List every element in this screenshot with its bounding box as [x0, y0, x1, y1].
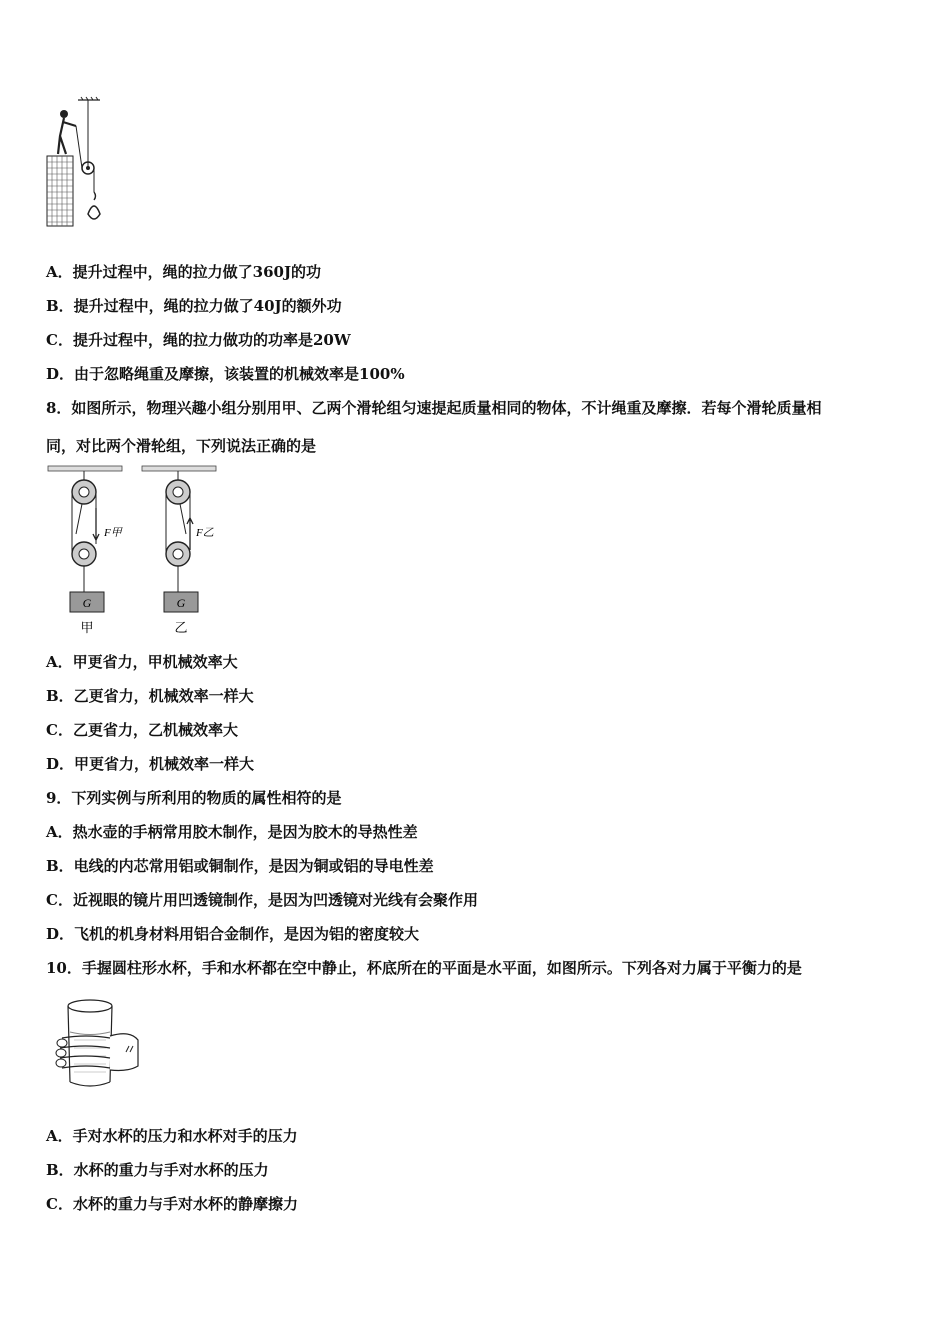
- q8-option-d: D．甲更省力，机械效率一样大: [46, 755, 255, 773]
- building-pulley-figure: [44, 96, 104, 228]
- q8-stem-line1: 8．如图所示，物理兴趣小组分别用甲、乙两个滑轮组匀速提起质量相同的物体，不计绳重及摩擦．若每个滑轮质量相: [46, 399, 822, 417]
- q9-option-d: D．飞机的机身材料用铝合金制作，是因为铝的密度较大: [46, 925, 420, 943]
- q8-option-c: C．乙更省力，乙机械效率大: [46, 721, 238, 739]
- q8-option-a: A．甲更省力，甲机械效率大: [46, 653, 238, 671]
- q7-option-b: B．提升过程中，绳的拉力做了40J的额外功: [46, 297, 342, 315]
- weight-left-label: G: [82, 596, 92, 610]
- left-system-label: 甲: [80, 620, 94, 635]
- weight-right-label: G: [176, 596, 186, 610]
- force-left-label: F甲: [104, 527, 122, 539]
- pulley-systems-figure: [46, 464, 226, 640]
- q7-option-a: A．提升过程中，绳的拉力做了360J的功: [46, 263, 322, 281]
- force-right-label: F乙: [196, 527, 214, 539]
- q9-option-b: B．电线的内芯常用铝或铜制作，是因为铜或铝的导电性差: [46, 857, 434, 875]
- q7-option-d: D．由于忽略绳重及摩擦，该装置的机械效率是100%: [46, 365, 405, 383]
- q10-option-a: A．手对水杯的压力和水杯对手的压力: [46, 1127, 298, 1145]
- q8-option-b: B．乙更省力，机械效率一样大: [46, 687, 254, 705]
- hand-cup-figure: [52, 996, 142, 1090]
- q9-option-c: C．近视眼的镜片用凹透镜制作，是因为凹透镜对光线有会聚作用: [46, 891, 478, 909]
- q7-option-c: C．提升过程中，绳的拉力做功的功率是20W: [46, 331, 351, 349]
- q10-stem: 10．手握圆柱形水杯，手和水杯都在空中静止，杯底所在的平面是水平面，如图所示。下列各对力属于平衡力的是: [46, 959, 802, 977]
- q10-option-b: B．水杯的重力与手对水杯的压力: [46, 1161, 269, 1179]
- right-system-label: 乙: [174, 620, 188, 635]
- q10-option-c: C．水杯的重力与手对水杯的静摩擦力: [46, 1195, 298, 1213]
- q9-option-a: A．热水壶的手柄常用胶木制作，是因为胶木的导热性差: [46, 823, 418, 841]
- q8-stem-line2: 同，对比两个滑轮组，下列说法正确的是: [46, 437, 317, 455]
- q9-stem: 9．下列实例与所利用的物质的属性相符的是: [46, 789, 342, 807]
